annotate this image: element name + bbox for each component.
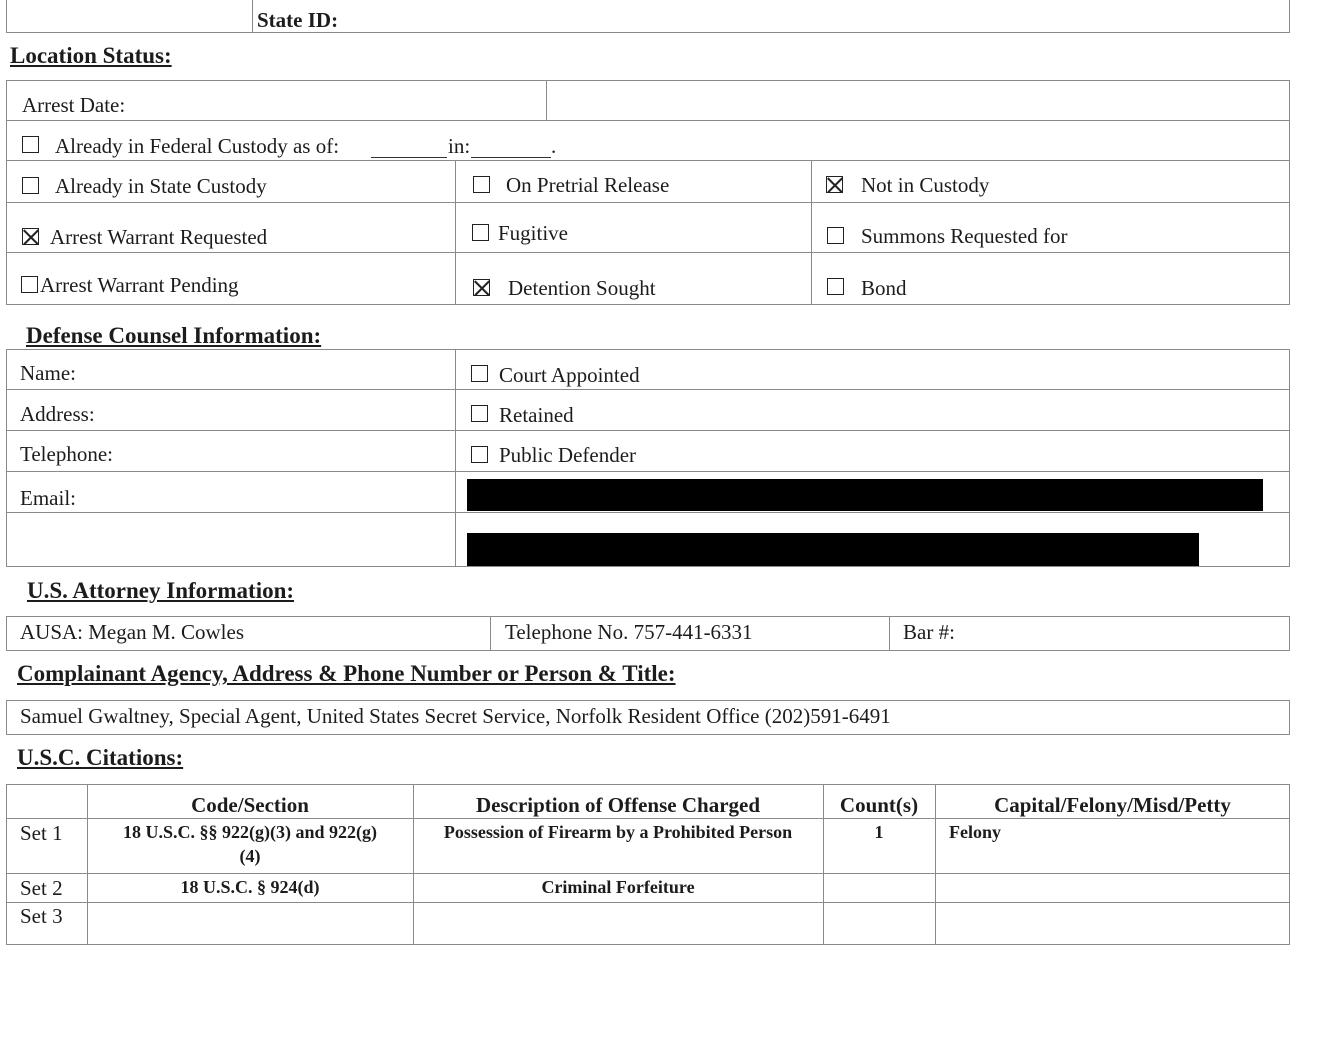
not-in-custody-label: Not in Custody	[861, 173, 990, 197]
federal-custody-period: .	[551, 134, 557, 158]
defense-counsel-header: Defense Counsel Information:	[26, 323, 322, 348]
col-header-code-section: Code/Section	[191, 793, 309, 817]
pretrial-release-label: On Pretrial Release	[506, 173, 670, 197]
ausa-telephone: Telephone No. 757-441-6331	[505, 620, 753, 644]
usa-col-divider	[889, 616, 890, 651]
ausa-bar-number: Bar #:	[903, 620, 955, 644]
us-attorney-header: U.S. Attorney Information:	[27, 578, 295, 603]
redaction-bar	[467, 479, 1263, 511]
summons-requested-label: Summons Requested for	[861, 224, 1068, 248]
court-appointed-checkbox[interactable]	[471, 365, 488, 382]
row-code-section: 18 U.S.C. § 924(d)	[180, 877, 320, 897]
row-description: Possession of Firearm by a Prohibited Person	[443, 822, 793, 842]
retained-label: Retained	[499, 403, 574, 427]
defense-address-label: Address:	[20, 402, 95, 426]
not-in-custody-checkbox[interactable]	[826, 176, 843, 193]
federal-custody-label: Already in Federal Custody as of:	[55, 134, 340, 158]
citations-row-divider	[6, 818, 1290, 819]
state-id-row	[6, 0, 1290, 33]
defense-row-divider	[6, 389, 1290, 390]
col-header-counts: Count(s)	[839, 793, 919, 817]
state-id-label: State ID:	[257, 8, 339, 32]
defense-row-divider	[6, 430, 1290, 431]
pretrial-release-checkbox[interactable]	[473, 176, 490, 193]
row-code-section: 18 U.S.C. §§ 922(g)(3) and 922(g)(4)	[123, 822, 377, 866]
location-row-divider	[6, 120, 1290, 121]
location-row-divider	[6, 202, 1290, 203]
set-label: Set 3	[20, 904, 63, 928]
arrest-date-divider	[546, 80, 547, 120]
row-description: Criminal Forfeiture	[541, 877, 695, 897]
citations-header: U.S.C. Citations:	[17, 745, 184, 770]
state-custody-label: Already in State Custody	[55, 174, 267, 198]
location-col-divider	[455, 160, 456, 305]
bond-label: Bond	[861, 276, 907, 300]
retained-checkbox[interactable]	[471, 405, 488, 422]
redaction-bar	[467, 533, 1199, 566]
arrest-warrant-pending-label: Arrest Warrant Pending	[40, 273, 239, 297]
detention-sought-checkbox[interactable]	[473, 279, 490, 296]
defense-email-label: Email:	[20, 486, 76, 510]
defense-telephone-label: Telephone:	[20, 442, 113, 466]
citations-row-divider	[6, 873, 1290, 874]
defense-col-divider	[455, 349, 456, 567]
fugitive-label: Fugitive	[498, 221, 569, 245]
ausa-name: AUSA: Megan M. Cowles	[20, 620, 244, 644]
citations-row-divider	[6, 902, 1290, 903]
usa-col-divider	[490, 616, 491, 651]
set-label: Set 2	[20, 876, 63, 900]
federal-custody-location-blank[interactable]	[471, 157, 551, 158]
bond-checkbox[interactable]	[827, 278, 844, 295]
row-counts: 1	[874, 822, 884, 842]
state-id-divider	[252, 0, 253, 33]
public-defender-label: Public Defender	[499, 443, 637, 467]
federal-custody-date-blank[interactable]	[371, 157, 447, 158]
public-defender-checkbox[interactable]	[471, 446, 488, 463]
set-label: Set 1	[20, 821, 63, 845]
summons-requested-checkbox[interactable]	[827, 227, 844, 244]
location-row-divider	[6, 160, 1290, 161]
complainant-value: Samuel Gwaltney, Special Agent, United States Secret Service, Norfolk Resident Office (202)591-6491	[20, 704, 891, 728]
arrest-warrant-requested-checkbox[interactable]	[22, 228, 39, 245]
defense-row-divider	[6, 512, 1290, 513]
federal-custody-in-label: in:	[448, 134, 471, 158]
federal-custody-checkbox[interactable]	[22, 136, 39, 153]
arrest-date-label: Arrest Date:	[22, 93, 126, 117]
location-col-divider	[811, 160, 812, 305]
state-custody-checkbox[interactable]	[22, 177, 39, 194]
arrest-warrant-requested-label: Arrest Warrant Requested	[50, 225, 268, 249]
detention-sought-label: Detention Sought	[508, 276, 656, 300]
court-appointed-label: Court Appointed	[499, 363, 640, 387]
row-classification: Felony	[949, 822, 1001, 842]
col-header-classification: Capital/Felony/Misd/Petty	[994, 793, 1231, 817]
defense-row-divider	[6, 471, 1290, 472]
defense-name-label: Name:	[20, 361, 76, 385]
location-status-header: Location Status:	[10, 43, 172, 68]
complainant-header: Complainant Agency, Address & Phone Number or Person & Title:	[17, 661, 676, 686]
fugitive-checkbox[interactable]	[472, 224, 489, 241]
location-row-divider	[6, 252, 1290, 253]
col-header-description: Description of Offense Charged	[475, 793, 761, 817]
arrest-warrant-pending-checkbox[interactable]	[21, 276, 38, 293]
